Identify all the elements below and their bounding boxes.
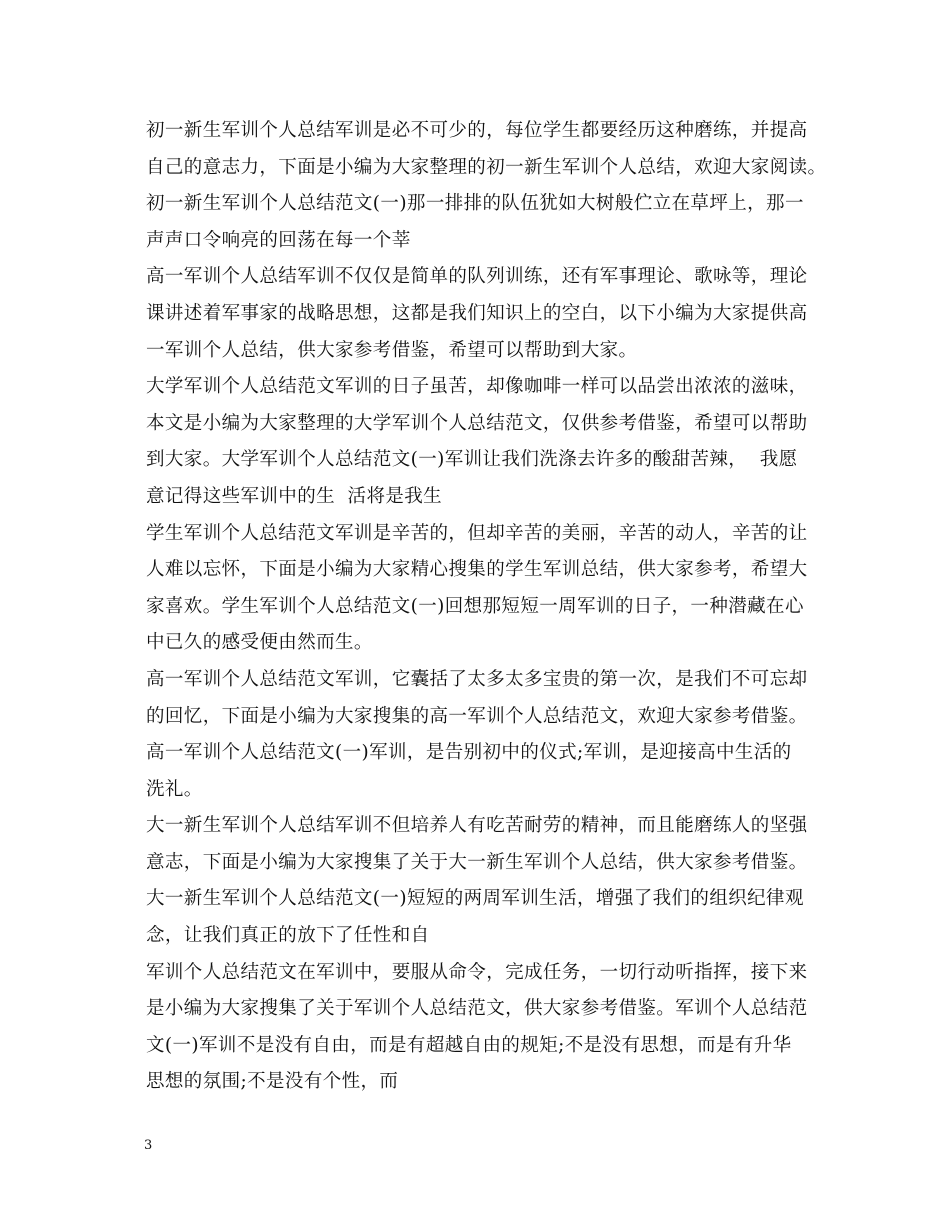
text-line: 念，让我们真正的放下了任性和自 bbox=[146, 925, 430, 947]
text-line: 高一军训个人总结范文军训，它囊括了太多太多宝贵的第一次，是我们不可忘却 bbox=[146, 668, 808, 690]
text-line: 家喜欢。学生军训个人总结范文(一)回想那短短一周军训的日子，一种潜藏在心 bbox=[146, 595, 804, 617]
text-line: 意志，下面是小编为大家搜集了关于大一新生军训个人总结，供大家参考借鉴。 bbox=[146, 851, 808, 873]
text-line: 军训个人总结范文在军训中，要服从命令，完成任务，一切行动听指挥，接下来 bbox=[146, 961, 808, 983]
text-line: 高一军训个人总结军训不仅仅是简单的队列训练，还有军事理论、歌咏等，理论 bbox=[146, 266, 808, 288]
text-line: 声声口令响亮的回荡在每一个莘 bbox=[146, 229, 411, 251]
text-line: 高一军训个人总结范文(一)军训，是告别初中的仪式;军训，是迎接高中生活的 bbox=[146, 742, 792, 764]
text-line: 中已久的感受便由然而生。 bbox=[146, 632, 373, 654]
text-line: 课讲述着军事家的战略思想，这都是我们知识上的空白，以下小编为大家提供高 bbox=[146, 302, 808, 324]
text-line: 的回忆，下面是小编为大家搜集的高一军训个人总结范文，欢迎大家参考借鉴。 bbox=[146, 705, 808, 727]
text-line: 初一新生军训个人总结范文(一)那一排排的队伍犹如大树般伫立在草坪上，那一 bbox=[146, 193, 804, 215]
text-line: 一军训个人总结，供大家参考借鉴，希望可以帮助到大家。 bbox=[146, 339, 638, 361]
text-line: 大学军训个人总结范文军训的日子虽苦，却像咖啡一样可以品尝出浓浓的滋味， bbox=[146, 376, 808, 398]
text-line: 自己的意志力，下面是小编为大家整理的初一新生军训个人总结，欢迎大家阅读。 bbox=[146, 156, 827, 178]
text-line: 学生军训个人总结范文军训是辛苦的，但却辛苦的美丽，辛苦的动人，辛苦的让 bbox=[146, 522, 808, 544]
text-line: 意记得这些军训中的生 活将是我生 bbox=[146, 485, 443, 507]
text-line: 大一新生军训个人总结范文(一)短短的两周军训生活，增强了我们的组织纪律观 bbox=[146, 888, 804, 910]
page-number: 3 bbox=[144, 1138, 153, 1153]
text-line: 大一新生军训个人总结军训不但培养人有吃苦耐劳的精神，而且能磨练人的坚强 bbox=[146, 815, 808, 837]
text-line: 人难以忘怀，下面是小编为大家精心搜集的学生军训总结，供大家参考，希望大 bbox=[146, 559, 808, 581]
text-line: 到大家。大学军训个人总结范文(一)军训让我们洗涤去许多的酸甜苦辣， 我愿 bbox=[146, 449, 798, 471]
document-body bbox=[146, 113, 826, 1101]
text-line: 文(一)军训不是没有自由，而是有超越自由的规矩;不是没有思想，而是有升华 bbox=[146, 1034, 792, 1056]
text-line: 是小编为大家搜集了关于军训个人总结范文，供大家参考借鉴。军训个人总结范 bbox=[146, 998, 808, 1020]
text-line: 本文是小编为大家整理的大学军训个人总结范文，仅供参考借鉴，希望可以帮助 bbox=[146, 412, 808, 434]
text-line: 洗礼。 bbox=[146, 778, 203, 800]
text-line: 思想的氛围;不是没有个性，而 bbox=[146, 1071, 399, 1093]
text-line: 初一新生军训个人总结军训是必不可少的，每位学生都要经历这种磨练，并提高 bbox=[146, 120, 808, 141]
